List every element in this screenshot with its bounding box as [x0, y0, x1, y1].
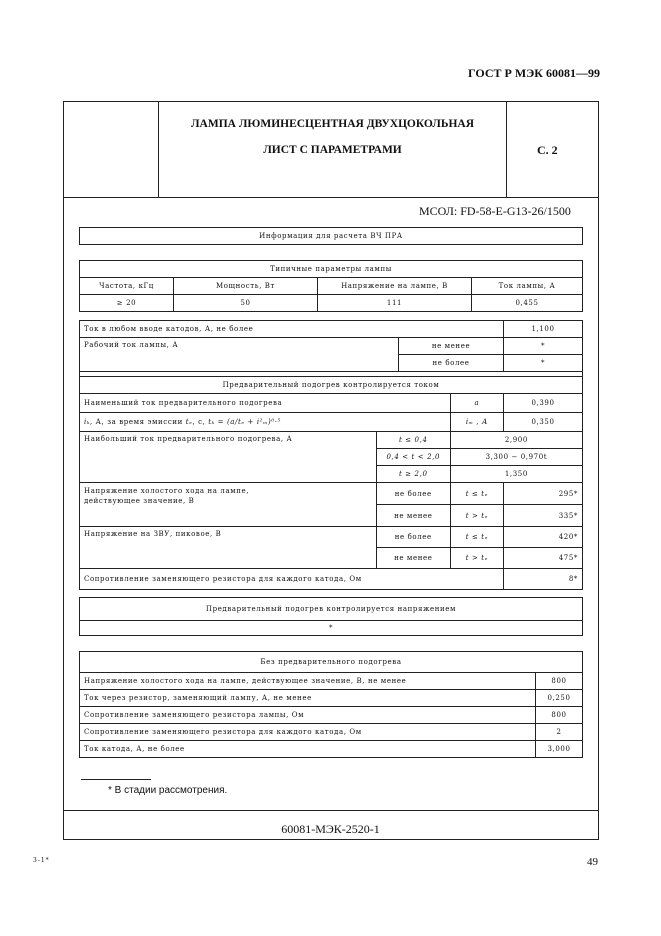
ocv-cond: t > tₑ — [450, 505, 503, 527]
currents-table — [79, 320, 583, 377]
zvu-limit: не менее — [376, 548, 450, 569]
im-value: 0,350 — [504, 413, 583, 432]
typical-header: Ток лампы, А — [472, 278, 583, 295]
ocv-limit: не более — [376, 483, 450, 505]
no-preheat-label: Сопротивление заменяющего резистора для каждого катода, Ом — [80, 724, 536, 741]
ocv-label: Напряжение холостого хода на лампе, действующее значение, В — [80, 483, 377, 527]
title-line-2: ЛИСТ С ПАРАМЕТРАМИ — [263, 144, 402, 156]
info-title: Информация для расчета ВЧ ПРА — [80, 228, 583, 245]
title-line-1: ЛАМПА ЛЮМИНЕСЦЕНТНАЯ ДВУХЦОКОЛЬНАЯ — [190, 118, 475, 130]
no-preheat-value: 800 — [536, 673, 583, 690]
working-min-value: * — [504, 338, 583, 355]
sheet-code: 60081-МЭК-2520-1 — [281, 822, 380, 836]
max-preheat-label: Наибольший ток предварительного подогрева, А — [80, 432, 377, 483]
a-symbol: a — [450, 394, 503, 413]
min-preheat-formula: iₖ, А, за время эмиссии tₑ, с, tₖ = (a/tₑ + i²ₘ)⁰·⁵ — [80, 413, 451, 432]
no-preheat-label: Ток через резистор, заменяющий лампу, А, не менее — [80, 690, 536, 707]
info-table — [79, 227, 583, 245]
standard-designation: ГОСТ Р МЭК 60081—99 — [468, 66, 600, 80]
formula: tₖ = (a/tₑ + i²ₘ)⁰·⁵ — [208, 418, 281, 426]
ocv-value: 295* — [504, 483, 583, 505]
no-preheat-value: 800 — [536, 707, 583, 724]
cathode-current-label: Ток в любом вводе катодов, А, не более — [80, 321, 504, 338]
page-number: 49 — [587, 856, 598, 868]
no-preheat-label: Сопротивление заменяющего резистора лампы, Ом — [80, 707, 536, 724]
working-current-label: Рабочий ток лампы, А — [80, 338, 399, 372]
preheat-current-title: Предварительный подогрев контролируется током — [80, 377, 583, 394]
typical-value: 111 — [318, 295, 472, 312]
zvu-cond: t ≤ tₑ — [450, 527, 503, 548]
no-preheat-value: 2 — [536, 724, 583, 741]
no-preheat-value: 0,250 — [536, 690, 583, 707]
im-symbol: iₘ , А — [450, 413, 503, 432]
max-cond: 0,4 < t < 2,0 — [376, 449, 450, 466]
no-preheat-title: Без предварительного подогрева — [80, 652, 583, 673]
max-value: 1,350 — [450, 466, 582, 483]
cathode-current-value: 1,100 — [504, 321, 583, 338]
zvu-label: Напряжение на ЗВУ, пиковое, В — [80, 527, 377, 569]
zvu-limit: не более — [376, 527, 450, 548]
typical-header: Частота, кГц — [80, 278, 174, 295]
msol-code: МСОЛ: FD-58-E-G13-26/1500 — [419, 204, 571, 218]
max-cond: t ≥ 2,0 — [376, 466, 450, 483]
no-preheat-value: 3,000 — [536, 741, 583, 758]
typical-value: ≥ 20 — [80, 295, 174, 312]
a-value: 0,390 — [504, 394, 583, 413]
footnote: * В стадии рассмотрения. — [108, 785, 228, 796]
te-symbol: tₑ — [185, 418, 193, 426]
working-max-value: * — [504, 355, 583, 372]
preheat-voltage-title: Предварительный подогрев контролируется напряжением — [80, 598, 583, 621]
preheat-voltage-value: * — [80, 621, 583, 636]
zvu-value: 420* — [504, 527, 583, 548]
no-preheat-label: Напряжение холостого хода на лампе, действующее значение, В, не менее — [80, 673, 536, 690]
typical-value: 50 — [174, 295, 318, 312]
cathode-resistor-value: 8* — [504, 569, 583, 590]
cathode-resistor-label: Сопротивление заменяющего резистора для каждого катода, Ом — [80, 569, 504, 590]
typical-header: Напряжение на лампе, В — [318, 278, 472, 295]
sheet-number: С. 2 — [537, 143, 558, 157]
max-value: 2,900 — [450, 432, 582, 449]
ocv-limit: не менее — [376, 505, 450, 527]
ik-symbol: iₖ — [84, 418, 90, 426]
typical-header: Мощность, Вт — [174, 278, 318, 295]
print-mark: 3-1* — [33, 857, 50, 864]
typical-value: 0,455 — [472, 295, 583, 312]
no-preheat-label: Ток катода, А, не более — [80, 741, 536, 758]
zvu-cond: t > tₑ — [450, 548, 503, 569]
typical-params-table — [79, 260, 583, 312]
footnote-rule — [81, 779, 151, 780]
ocv-value: 335* — [504, 505, 583, 527]
no-preheat-table — [79, 651, 583, 758]
zvu-value: 475* — [504, 548, 583, 569]
ocv-cond: t ≤ tₑ — [450, 483, 503, 505]
max-cond: t ≤ 0,4 — [376, 432, 450, 449]
preheat-voltage-table — [79, 597, 583, 636]
working-max-label: не более — [399, 355, 504, 372]
working-min-label: не менее — [399, 338, 504, 355]
preheat-current-table — [79, 376, 583, 590]
min-preheat-label: Наименьший ток предварительного подогрева — [80, 394, 451, 413]
typical-title: Типичные параметры лампы — [80, 261, 583, 278]
max-value: 3,300 − 0,970t — [450, 449, 582, 466]
